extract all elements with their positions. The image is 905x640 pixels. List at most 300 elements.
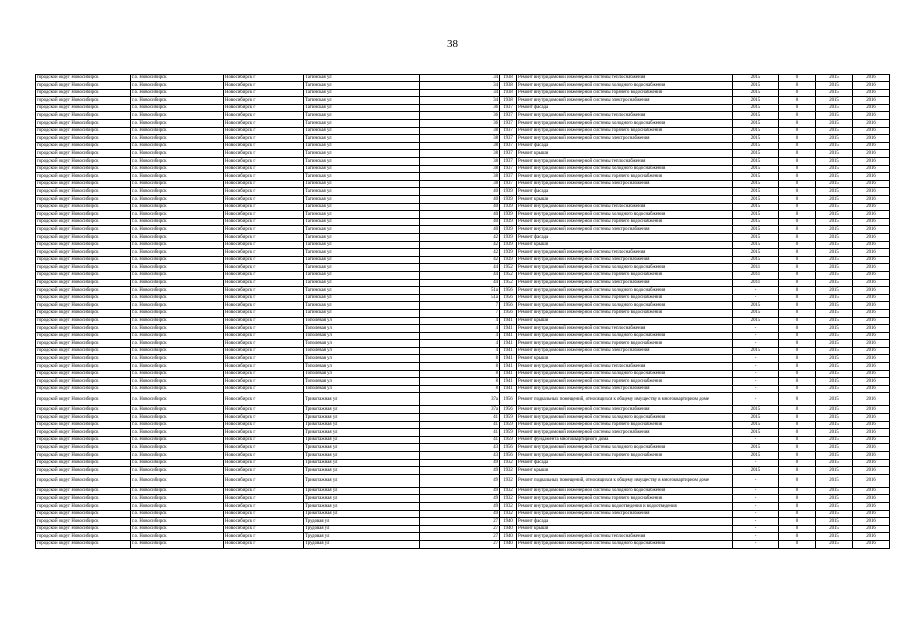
municipality-cell: городской округ Новосибирск — [36, 264, 131, 272]
last-repair-year-cell: - — [733, 510, 779, 518]
table-row — [36, 436, 890, 444]
house-number-cell: 49 — [420, 467, 500, 475]
table-row — [36, 287, 890, 295]
table-row — [36, 294, 890, 302]
work-type-cell: Ремонт фасада — [517, 233, 733, 241]
plan-end-cell: 2016 — [853, 414, 890, 422]
wear-cell: 0 — [779, 226, 816, 234]
build-year-cell: 1932 — [500, 467, 517, 475]
work-type-cell: Ремонт внутридомовой инженерной системы теплоснабжения — [517, 158, 733, 166]
plan-start-cell: 2015 — [816, 355, 853, 363]
wear-cell: 0 — [779, 518, 816, 526]
locality-cell: Новосибирск г — [224, 347, 304, 355]
plan-start-cell: 2015 — [816, 211, 853, 219]
last-repair-year-cell: 2015 — [733, 226, 779, 234]
municipality-cell: городской округ Новосибирск — [36, 325, 131, 333]
street-cell: Тагинская ул — [304, 74, 420, 82]
municipality-cell: городской округ Новосибирск — [36, 112, 131, 120]
build-year-cell: 1938 — [500, 89, 517, 97]
municipality-cell: городской округ Новосибирск — [36, 459, 131, 467]
plan-end-cell: 2016 — [853, 421, 890, 429]
settlement-cell: г.о. Новосибирск — [131, 444, 224, 452]
table-row — [36, 97, 890, 105]
work-type-cell: Ремонт внутридомовой инженерной системы электроснабжения — [517, 279, 733, 287]
plan-start-cell: 2015 — [816, 474, 853, 487]
work-type-cell: Ремонт внутридомовой инженерной системы горячего водоснабжения — [517, 421, 733, 429]
build-year-cell: 1939 — [500, 256, 517, 264]
plan-end-cell: 2016 — [853, 429, 890, 437]
street-cell: Тагинская ул — [304, 188, 420, 196]
build-year-cell: 1938 — [500, 97, 517, 105]
build-year-cell: 1956 — [500, 294, 517, 302]
work-type-cell: Ремонт подвальных помещений, относящихся к общему имуществу в многоквартирном доме — [517, 474, 733, 487]
repair-register-table — [35, 74, 890, 549]
settlement-cell: г.о. Новосибирск — [131, 332, 224, 340]
street-cell: Тополевая ул — [304, 340, 420, 348]
last-repair-year-cell: - — [733, 393, 779, 406]
locality-cell: Новосибирск г — [224, 444, 304, 452]
settlement-cell: г.о. Новосибирск — [131, 196, 224, 204]
build-year-cell: 1956 — [500, 287, 517, 295]
locality-cell: Новосибирск г — [224, 120, 304, 128]
plan-end-cell: 2016 — [853, 211, 890, 219]
municipality-cell: городской округ Новосибирск — [36, 173, 131, 181]
build-year-cell: 1937 — [500, 180, 517, 188]
wear-cell: 0 — [779, 406, 816, 414]
house-number-cell: 40 — [420, 211, 500, 219]
house-number-cell: 41 — [420, 429, 500, 437]
build-year-cell: 1937 — [500, 135, 517, 143]
plan-start-cell: 2015 — [816, 218, 853, 226]
locality-cell: Новосибирск г — [224, 406, 304, 414]
wear-cell: 0 — [779, 533, 816, 541]
build-year-cell: 1941 — [500, 317, 517, 325]
build-year-cell: 1939 — [500, 211, 517, 219]
locality-cell: Новосибирск г — [224, 233, 304, 241]
locality-cell: Новосибирск г — [224, 540, 304, 548]
locality-cell: Новосибирск г — [224, 429, 304, 437]
table-row — [36, 150, 890, 158]
plan-start-cell: 2015 — [816, 459, 853, 467]
table-row — [36, 347, 890, 355]
street-cell: Трикотажная ул — [304, 393, 420, 406]
last-repair-year-cell: - — [733, 378, 779, 386]
house-number-cell: 27 — [420, 525, 500, 533]
build-year-cell: 1937 — [500, 173, 517, 181]
table-row — [36, 474, 890, 487]
last-repair-year-cell: 2015 — [733, 97, 779, 105]
plan-start-cell: 2015 — [816, 264, 853, 272]
build-year-cell: 1952 — [500, 264, 517, 272]
plan-end-cell: 2016 — [853, 142, 890, 150]
table-row — [36, 89, 890, 97]
plan-start-cell: 2015 — [816, 347, 853, 355]
house-number-cell: 34 — [420, 89, 500, 97]
locality-cell: Новосибирск г — [224, 332, 304, 340]
plan-end-cell: 2016 — [853, 347, 890, 355]
work-type-cell: Ремонт внутридомовой инженерной системы холодного водоснабжения — [517, 444, 733, 452]
wear-cell: 0 — [779, 444, 816, 452]
settlement-cell: г.о. Новосибирск — [131, 142, 224, 150]
table-row — [36, 370, 890, 378]
build-year-cell: 1939 — [500, 226, 517, 234]
settlement-cell: г.о. Новосибирск — [131, 518, 224, 526]
last-repair-year-cell: - — [733, 436, 779, 444]
plan-start-cell: 2015 — [816, 142, 853, 150]
wear-cell: 0 — [779, 104, 816, 112]
locality-cell: Новосибирск г — [224, 363, 304, 371]
plan-start-cell: 2015 — [816, 421, 853, 429]
table-row — [36, 226, 890, 234]
plan-end-cell: 2016 — [853, 340, 890, 348]
plan-end-cell: 2016 — [853, 495, 890, 503]
wear-cell: 0 — [779, 89, 816, 97]
locality-cell: Новосибирск г — [224, 82, 304, 90]
last-repair-year-cell: 2015 — [733, 165, 779, 173]
locality-cell: Новосибирск г — [224, 226, 304, 234]
wear-cell: 0 — [779, 363, 816, 371]
last-repair-year-cell: 2015 — [733, 150, 779, 158]
municipality-cell: городской округ Новосибирск — [36, 495, 131, 503]
locality-cell: Новосибирск г — [224, 355, 304, 363]
house-number-cell: 38 — [420, 173, 500, 181]
plan-end-cell: 2016 — [853, 188, 890, 196]
plan-start-cell: 2015 — [816, 393, 853, 406]
street-cell: Тополевая ул — [304, 363, 420, 371]
street-cell: Трикотажная ул — [304, 414, 420, 422]
settlement-cell: г.о. Новосибирск — [131, 173, 224, 181]
plan-start-cell: 2015 — [816, 188, 853, 196]
municipality-cell: городской округ Новосибирск — [36, 203, 131, 211]
settlement-cell: г.о. Новосибирск — [131, 495, 224, 503]
settlement-cell: г.о. Новосибирск — [131, 378, 224, 386]
wear-cell: 0 — [779, 264, 816, 272]
work-type-cell: Ремонт внутридомовой инженерной системы теплоснабжения — [517, 112, 733, 120]
table-row — [36, 429, 890, 437]
plan-start-cell: 2015 — [816, 533, 853, 541]
settlement-cell: г.о. Новосибирск — [131, 264, 224, 272]
settlement-cell: г.о. Новосибирск — [131, 393, 224, 406]
municipality-cell: городской округ Новосибирск — [36, 241, 131, 249]
locality-cell: Новосибирск г — [224, 414, 304, 422]
locality-cell: Новосибирск г — [224, 452, 304, 460]
wear-cell: 0 — [779, 188, 816, 196]
plan-end-cell: 2016 — [853, 104, 890, 112]
municipality-cell: городской округ Новосибирск — [36, 467, 131, 475]
municipality-cell: городской округ Новосибирск — [36, 414, 131, 422]
plan-end-cell: 2016 — [853, 487, 890, 495]
municipality-cell: городской округ Новосибирск — [36, 188, 131, 196]
work-type-cell: Ремонт внутридомовой инженерной системы водоотведения и водоотведения — [517, 502, 733, 510]
wear-cell: 0 — [779, 487, 816, 495]
settlement-cell: г.о. Новосибирск — [131, 127, 224, 135]
locality-cell: Новосибирск г — [224, 325, 304, 333]
table-row — [36, 180, 890, 188]
plan-start-cell: 2015 — [816, 436, 853, 444]
build-year-cell: 1941 — [500, 355, 517, 363]
settlement-cell: г.о. Новосибирск — [131, 233, 224, 241]
house-number-cell: 34 — [420, 82, 500, 90]
house-number-cell: 44 — [420, 271, 500, 279]
settlement-cell: г.о. Новосибирск — [131, 135, 224, 143]
last-repair-year-cell: 2011 — [733, 271, 779, 279]
plan-end-cell: 2016 — [853, 444, 890, 452]
plan-end-cell: 2016 — [853, 533, 890, 541]
last-repair-year-cell: 2011 — [733, 264, 779, 272]
wear-cell: 0 — [779, 459, 816, 467]
work-type-cell: Ремонт подвальных помещений, относящихся к общему имуществу в многоквартирном доме — [517, 393, 733, 406]
settlement-cell: г.о. Новосибирск — [131, 82, 224, 90]
work-type-cell: Ремонт внутридомовой инженерной системы горячего водоснабжения — [517, 495, 733, 503]
wear-cell: 0 — [779, 340, 816, 348]
last-repair-year-cell: - — [733, 487, 779, 495]
plan-start-cell: 2015 — [816, 97, 853, 105]
house-number-cell: 8 — [420, 385, 500, 393]
house-number-cell: 8 — [420, 370, 500, 378]
plan-end-cell: 2016 — [853, 120, 890, 128]
municipality-cell: городской округ Новосибирск — [36, 421, 131, 429]
settlement-cell: г.о. Новосибирск — [131, 370, 224, 378]
plan-start-cell: 2015 — [816, 502, 853, 510]
street-cell: Тагинская ул — [304, 180, 420, 188]
municipality-cell: городской округ Новосибирск — [36, 142, 131, 150]
house-number-cell: 51а — [420, 294, 500, 302]
locality-cell: Новосибирск г — [224, 317, 304, 325]
build-year-cell: 1956 — [500, 393, 517, 406]
wear-cell: 0 — [779, 165, 816, 173]
wear-cell: 0 — [779, 97, 816, 105]
municipality-cell: городской округ Новосибирск — [36, 347, 131, 355]
house-number-cell: 7 — [420, 302, 500, 310]
municipality-cell: городской округ Новосибирск — [36, 502, 131, 510]
build-year-cell: 1959 — [500, 414, 517, 422]
build-year-cell: 1941 — [500, 325, 517, 333]
wear-cell: 0 — [779, 502, 816, 510]
build-year-cell: 1959 — [500, 429, 517, 437]
wear-cell: 0 — [779, 74, 816, 82]
build-year-cell: 1940 — [500, 518, 517, 526]
municipality-cell: городской округ Новосибирск — [36, 393, 131, 406]
wear-cell: 0 — [779, 287, 816, 295]
plan-end-cell: 2016 — [853, 510, 890, 518]
settlement-cell: г.о. Новосибирск — [131, 414, 224, 422]
municipality-cell: городской округ Новосибирск — [36, 363, 131, 371]
work-type-cell: Ремонт внутридомовой инженерной системы горячего водоснабжения — [517, 309, 733, 317]
municipality-cell: городской округ Новосибирск — [36, 127, 131, 135]
municipality-cell: городской округ Новосибирск — [36, 510, 131, 518]
settlement-cell: г.о. Новосибирск — [131, 165, 224, 173]
table-row — [36, 256, 890, 264]
plan-start-cell: 2015 — [816, 249, 853, 257]
locality-cell: Новосибирск г — [224, 271, 304, 279]
settlement-cell: г.о. Новосибирск — [131, 294, 224, 302]
build-year-cell: 1938 — [500, 82, 517, 90]
municipality-cell: городской округ Новосибирск — [36, 89, 131, 97]
settlement-cell: г.о. Новосибирск — [131, 211, 224, 219]
build-year-cell: 1937 — [500, 104, 517, 112]
last-repair-year-cell: 2015 — [733, 158, 779, 166]
settlement-cell: г.о. Новосибирск — [131, 279, 224, 287]
plan-start-cell: 2015 — [816, 487, 853, 495]
house-number-cell: 40 — [420, 218, 500, 226]
wear-cell: 0 — [779, 525, 816, 533]
table-row — [36, 406, 890, 414]
locality-cell: Новосибирск г — [224, 287, 304, 295]
table-row — [36, 487, 890, 495]
table-row — [36, 203, 890, 211]
wear-cell: 0 — [779, 173, 816, 181]
locality-cell: Новосибирск г — [224, 467, 304, 475]
last-repair-year-cell: - — [733, 474, 779, 487]
locality-cell: Новосибирск г — [224, 510, 304, 518]
locality-cell: Новосибирск г — [224, 302, 304, 310]
work-type-cell: Ремонт внутридомовой инженерной системы холодного водоснабжения — [517, 414, 733, 422]
house-number-cell: 4 — [420, 340, 500, 348]
locality-cell: Новосибирск г — [224, 264, 304, 272]
plan-start-cell: 2015 — [816, 429, 853, 437]
work-type-cell: Ремонт внутридомовой инженерной системы электроснабжения — [517, 429, 733, 437]
plan-end-cell: 2016 — [853, 127, 890, 135]
plan-end-cell: 2016 — [853, 302, 890, 310]
work-type-cell: Ремонт крыши — [517, 150, 733, 158]
settlement-cell: г.о. Новосибирск — [131, 226, 224, 234]
settlement-cell: г.о. Новосибирск — [131, 150, 224, 158]
municipality-cell: городской округ Новосибирск — [36, 317, 131, 325]
settlement-cell: г.о. Новосибирск — [131, 459, 224, 467]
plan-end-cell: 2016 — [853, 309, 890, 317]
build-year-cell: 1940 — [500, 540, 517, 548]
last-repair-year-cell: - — [733, 355, 779, 363]
street-cell: Трикотажная ул — [304, 502, 420, 510]
settlement-cell: г.о. Новосибирск — [131, 502, 224, 510]
municipality-cell: городской округ Новосибирск — [36, 196, 131, 204]
municipality-cell: городской округ Новосибирск — [36, 370, 131, 378]
house-number-cell: 42 — [420, 241, 500, 249]
street-cell: Тагинская ул — [304, 249, 420, 257]
table-row — [36, 340, 890, 348]
house-number-cell: 38 — [420, 180, 500, 188]
plan-end-cell: 2016 — [853, 370, 890, 378]
build-year-cell: 1959 — [500, 421, 517, 429]
street-cell: Тополевая ул — [304, 332, 420, 340]
locality-cell: Новосибирск г — [224, 173, 304, 181]
street-cell: Тагинская ул — [304, 256, 420, 264]
wear-cell: 0 — [779, 211, 816, 219]
municipality-cell: городской округ Новосибирск — [36, 180, 131, 188]
table-row — [36, 393, 890, 406]
table-row — [36, 414, 890, 422]
build-year-cell: 1937 — [500, 142, 517, 150]
plan-end-cell: 2016 — [853, 165, 890, 173]
settlement-cell: г.о. Новосибирск — [131, 203, 224, 211]
work-type-cell: Ремонт внутридомовой инженерной системы холодного водоснабжения — [517, 82, 733, 90]
settlement-cell: г.о. Новосибирск — [131, 533, 224, 541]
last-repair-year-cell: 2015 — [733, 173, 779, 181]
plan-start-cell: 2015 — [816, 309, 853, 317]
house-number-cell: 38 — [420, 158, 500, 166]
wear-cell: 0 — [779, 233, 816, 241]
last-repair-year-cell: - — [733, 518, 779, 526]
plan-end-cell: 2016 — [853, 332, 890, 340]
street-cell: Тополевая ул — [304, 355, 420, 363]
settlement-cell: г.о. Новосибирск — [131, 355, 224, 363]
house-number-cell: 37а — [420, 393, 500, 406]
locality-cell: Новосибирск г — [224, 127, 304, 135]
locality-cell: Новосибирск г — [224, 180, 304, 188]
work-type-cell: Ремонт крыши — [517, 241, 733, 249]
plan-end-cell: 2016 — [853, 112, 890, 120]
street-cell: Тополевая ул — [304, 378, 420, 386]
table-row — [36, 540, 890, 548]
work-type-cell: Ремонт внутридомовой инженерной системы горячего водоснабжения — [517, 89, 733, 97]
plan-end-cell: 2016 — [853, 196, 890, 204]
wear-cell: 0 — [779, 203, 816, 211]
wear-cell: 0 — [779, 429, 816, 437]
work-type-cell: Ремонт внутридомовой инженерной системы горячего водоснабжения — [517, 271, 733, 279]
locality-cell: Новосибирск г — [224, 459, 304, 467]
house-number-cell: 36 — [420, 120, 500, 128]
wear-cell: 0 — [779, 302, 816, 310]
street-cell: Тополевая ул — [304, 317, 420, 325]
work-type-cell: Ремонт внутридомовой инженерной системы электроснабжения — [517, 347, 733, 355]
last-repair-year-cell: - — [733, 332, 779, 340]
street-cell: Трикотажная ул — [304, 444, 420, 452]
wear-cell: 0 — [779, 241, 816, 249]
plan-start-cell: 2015 — [816, 525, 853, 533]
municipality-cell: городской округ Новосибирск — [36, 332, 131, 340]
work-type-cell: Ремонт внутридомовой инженерной системы теплоснабжения — [517, 74, 733, 82]
last-repair-year-cell: 2015 — [733, 317, 779, 325]
last-repair-year-cell: 2015 — [733, 414, 779, 422]
locality-cell: Новосибирск г — [224, 158, 304, 166]
locality-cell: Новосибирск г — [224, 436, 304, 444]
table-row — [36, 302, 890, 310]
locality-cell: Новосибирск г — [224, 135, 304, 143]
work-type-cell: Ремонт внутридомовой инженерной системы горячего водоснабжения — [517, 294, 733, 302]
last-repair-year-cell: 2015 — [733, 421, 779, 429]
last-repair-year-cell: 2015 — [733, 188, 779, 196]
plan-end-cell: 2016 — [853, 474, 890, 487]
municipality-cell: городской округ Новосибирск — [36, 279, 131, 287]
street-cell: Тагинская ул — [304, 135, 420, 143]
plan-end-cell: 2016 — [853, 233, 890, 241]
plan-start-cell: 2015 — [816, 196, 853, 204]
work-type-cell: Ремонт внутридомовой инженерной системы электроснабжения — [517, 97, 733, 105]
work-type-cell: Ремонт фасада — [517, 142, 733, 150]
wear-cell: 0 — [779, 256, 816, 264]
settlement-cell: г.о. Новосибирск — [131, 120, 224, 128]
house-number-cell: 44 — [420, 264, 500, 272]
street-cell: Тагинская ул — [304, 241, 420, 249]
build-year-cell: 1941 — [500, 332, 517, 340]
street-cell: Тагинская ул — [304, 218, 420, 226]
locality-cell: Новосибирск г — [224, 421, 304, 429]
street-cell: Тагинская ул — [304, 82, 420, 90]
house-number-cell: 4 — [420, 332, 500, 340]
table-row — [36, 421, 890, 429]
locality-cell: Новосибирск г — [224, 370, 304, 378]
plan-end-cell: 2016 — [853, 525, 890, 533]
work-type-cell: Ремонт внутридомовой инженерной системы электроснабжения — [517, 226, 733, 234]
wear-cell: 0 — [779, 158, 816, 166]
municipality-cell: городской округ Новосибирск — [36, 533, 131, 541]
locality-cell: Новосибирск г — [224, 495, 304, 503]
settlement-cell: г.о. Новосибирск — [131, 241, 224, 249]
street-cell: Трикотажная ул — [304, 495, 420, 503]
table-row — [36, 135, 890, 143]
plan-end-cell: 2016 — [853, 294, 890, 302]
wear-cell: 0 — [779, 414, 816, 422]
